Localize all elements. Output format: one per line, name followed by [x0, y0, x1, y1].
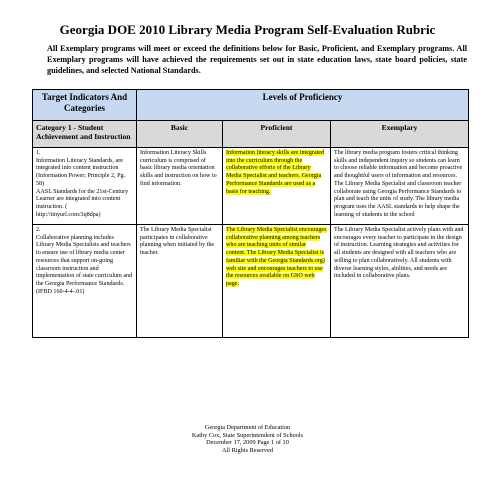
page-footer — [0, 424, 495, 454]
intro-paragraph: All Exemplary programs will meet or exceed the definitions below for Basic, Proficient, and Exemplary programs. All Exemplary programs will have achieved the requirements set out in state education laws, state board policies, state guidelines, and selected National Standards. — [47, 44, 467, 75]
footer-date-page: December 17, 2009 Page 1 of 10 — [206, 439, 289, 447]
level-basic-header: Basic — [137, 121, 223, 148]
table-header-row — [33, 90, 469, 121]
document-title: Georgia DOE 2010 Library Media Program Self-Evaluation Rubric — [59, 22, 436, 37]
category-label: Category 1 - Student Achievement and Instruction — [33, 121, 137, 148]
footer-rights: All Rights Reserved — [221, 446, 274, 454]
indicator-number: 2. — [36, 227, 41, 233]
indicator-number: 1. — [36, 150, 41, 156]
target-indicators-header: Target Indicators And Categories — [33, 90, 137, 121]
levels-of-proficiency-header: Levels of Proficiency — [137, 90, 469, 121]
proficient-cell — [223, 148, 331, 225]
indicator-cell — [33, 148, 137, 225]
footer-department: Georgia Department of Education — [204, 424, 291, 431]
table-row — [33, 225, 469, 338]
exemplary-cell: The library media program fosters critical thinking skills and independent inquiry so students can learn to choose reliable information and become proactive and thoughtful users of information and resources. The Library Media Specialist and classroom teacher collaborate using Georgia Performance Standards to plan and teach the units of study. The library media program uses the AASL standards to help shape the learning of students in the school — [331, 148, 469, 225]
category-header-row — [33, 121, 469, 148]
indicator-text: Information Literacy Standards, are integrated into content instruction (Information Power; Principle 2, Pg. 58) — [36, 157, 126, 187]
highlighted-text: The Library Media Specialist encourages collaborative planning among teachers who are teaching units of similar content. The Library Media Specialist is familiar with the Georgia Standards.org) web site and encourages teachers to use the resources available on GSO web page. — [226, 227, 327, 287]
exemplary-cell: The Library Media Specialist actively plans with and encourages every teacher to participate in the design of instruction. Learning strategies and activities for all students are designed with all teachers who are willing to plan collaboratively. All students with diverse learning styles, abilities, and needs are included in collaborative plans. — [331, 225, 469, 338]
indicator-text: AASL Standards for the 21st-Century Learner are integrated into content instruction. ( http://tinyurl.com/3q8dpa) — [36, 188, 129, 218]
level-exemplary-header: Exemplary — [331, 121, 469, 148]
table-row — [33, 148, 469, 225]
rubric-table — [32, 89, 469, 338]
basic-cell: Information Literacy Skills curriculum is comprised of basic library media orientation skills and instruction on how to find information. — [137, 148, 223, 225]
indicator-text: (IFBD 160-4-4-.01) — [36, 288, 85, 295]
level-proficient-header: Proficient — [223, 121, 331, 148]
highlighted-text: Information literacy skills are integrated into the curriculum through the collaborative efforts of the Library Media Specialist and teachers. Georgia Performance Standards are used as a basis for teaching. — [226, 150, 325, 195]
indicator-text: Collaborative planning includes Library Media Specialists and teachers to ensure use of library media center resources that support on-going classroom instruction and implementation of state curriculum and the Georgia Performance Standards. — [36, 234, 133, 287]
basic-cell: The Library Media Specialist participates in collaborative planning when initiated by the teacher. — [137, 225, 223, 338]
indicator-cell — [33, 225, 137, 338]
footer-superintendent: Kathy Cox, State Superintendent of Schools — [191, 431, 304, 439]
proficient-cell — [223, 225, 331, 338]
